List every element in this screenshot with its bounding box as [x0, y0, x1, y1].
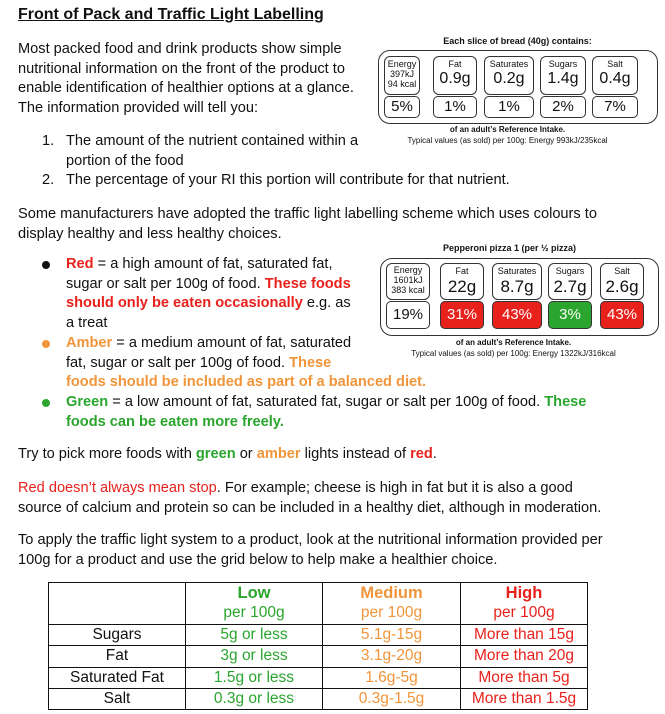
intro-paragraph [18, 40, 354, 118]
header-title: Medium [360, 584, 423, 602]
table-row [49, 667, 588, 688]
grid-medium-value: 0.3g-1.5g [323, 689, 461, 710]
nutrient-value: 1.4g [547, 70, 579, 87]
bread-energy-pct: 5% [384, 96, 420, 118]
intro-line: enable identification of healthier options at a glance. [18, 80, 354, 96]
bread-saturates-cell [484, 56, 534, 95]
tip-text: . [432, 446, 437, 462]
tip-amber: amber [256, 446, 301, 462]
pizza-salt-pct: 43% [600, 301, 644, 329]
pizza-energy-cell [386, 263, 430, 300]
bullet-emphasis: These [544, 394, 587, 410]
intro-line: The information provided will tell you: [18, 99, 259, 116]
bread-label-header: Each slice of bread (40g) contains: [443, 36, 592, 46]
grid-low-value: 3g or less [186, 646, 323, 667]
grid-medium-value: 1.6g-5g [323, 667, 461, 688]
cheese-paragraph [18, 479, 601, 518]
pizza-sugars-pct: 3% [548, 301, 592, 329]
pizza-salt-cell [600, 263, 644, 300]
grid-high-value: More than 15g [461, 624, 588, 645]
energy-kcal: 383 kcal [391, 285, 425, 295]
nutrient-value: 0.4g [599, 70, 631, 87]
paragraph-line: To apply the traffic light system to a product, look at the nutritional information provided per [18, 532, 603, 548]
nutrient-value: 2.7g [553, 277, 587, 296]
amber-bullet-dot [42, 340, 50, 348]
energy-name: Energy [393, 265, 423, 275]
energy-name: Energy [387, 59, 417, 69]
bread-label-typical: Typical values (as sold) per 100g: Energy 993kJ/235kcal [407, 136, 608, 145]
nutrient-name: Saturates [489, 59, 529, 69]
tip-green: green [195, 446, 236, 462]
nutrient-name: Fat [455, 266, 469, 276]
green-bullet-dot [42, 399, 50, 407]
bullet-text: = a medium amount of fat, saturated [112, 335, 352, 351]
bullet-text: sugar or salt per 100g of food. [66, 275, 265, 292]
numbered-item-2-number: 2. [42, 172, 55, 188]
energy-kcal: 94 kcal [387, 79, 417, 89]
bread-fat-cell [433, 56, 477, 95]
paragraph-line: Some manufacturers have adopted the traffic light labelling scheme which uses colours to [18, 206, 597, 222]
grid-medium-value: 3.1g-20g [323, 646, 461, 667]
pizza-saturates-pct: 43% [492, 301, 542, 329]
bullet-text: e.g. as [302, 295, 351, 311]
pizza-label-ref: of an adult’s Reference Intake. [455, 338, 572, 347]
bread-nutrition-label [376, 34, 659, 148]
numbered-item-1 [66, 132, 358, 171]
tip-line [18, 445, 437, 465]
grid-low-value: 5g or less [186, 624, 323, 645]
nutrient-value: 2.6g [605, 277, 639, 296]
list-line: portion of the food [66, 152, 184, 169]
cheese-red-text: Red doesn’t always mean stop [18, 480, 217, 496]
bread-sugars-cell [540, 56, 586, 95]
grid-high-value: More than 1.5g [461, 689, 588, 710]
traffic-light-grid [48, 582, 588, 710]
paragraph-line: display healthy and less healthy choices. [18, 225, 282, 242]
nutrient-value: 8.7g [500, 277, 534, 296]
nutrient-name: Saturates [497, 266, 537, 276]
header-title: Low [237, 584, 271, 602]
grid-low-value: 0.3g or less [186, 689, 323, 710]
pizza-label-typical: Typical values (as sold) per 100g: Energy 1322kJ/316kcal [411, 349, 616, 358]
pizza-sugars-cell [548, 263, 592, 300]
bullet-text: a treat [66, 314, 108, 331]
grid-header-row [49, 583, 588, 625]
bread-salt-cell [592, 56, 638, 95]
header-sub: per 100g [223, 604, 285, 622]
bullet-amber [66, 334, 426, 393]
paragraph-text: . For example; cheese is high in fat but it is also a good [216, 480, 573, 496]
header-sub: per 100g [493, 604, 555, 622]
header-title: High [505, 584, 543, 602]
list-line: The amount of the nutrient contained within a [66, 133, 359, 149]
header-sub: per 100g [360, 604, 423, 622]
pizza-saturates-cell [492, 263, 542, 300]
bullet-emphasis: These foods [264, 275, 351, 292]
amber-word: Amber [66, 335, 113, 351]
grid-header-low [186, 583, 323, 625]
bread-sugars-pct: 2% [540, 96, 586, 118]
grid-corner-cell [49, 583, 186, 625]
nutrient-name: Fat [448, 59, 462, 69]
grid-header-medium [323, 583, 461, 625]
page-title: Front of Pack and Traffic Light Labelling [18, 6, 324, 23]
grid-nutrient: Salt [49, 689, 186, 710]
apply-paragraph [18, 531, 603, 570]
red-bullet-dot [42, 261, 50, 269]
tip-red: red [410, 446, 433, 462]
intro-line: nutritional information on the front of the product to [18, 60, 345, 77]
grid-nutrient: Sugars [49, 624, 186, 645]
tip-text: or [235, 446, 257, 462]
bullet-emphasis: should only be eaten occasionally [66, 295, 303, 311]
bullet-green [66, 393, 586, 432]
pizza-fat-pct: 31% [440, 301, 484, 329]
bullet-text: = a low amount of fat, saturated fat, sugar or salt per 100g of food. [108, 394, 545, 410]
bullet-text: fat, sugar or salt per 100g of food. [66, 354, 290, 371]
grid-low-value: 1.5g or less [186, 667, 323, 688]
bullet-text: = a high amount of fat, saturated fat, [93, 256, 333, 272]
nutrient-name: Sugars [548, 59, 578, 69]
bread-saturates-pct: 1% [484, 96, 534, 118]
nutrient-name: Salt [614, 266, 630, 276]
numbered-item-2: The percentage of your RI this portion will contribute for that nutrient. [66, 172, 510, 188]
numbered-item-1-number: 1. [42, 133, 55, 149]
nutrient-value: 22g [447, 277, 477, 296]
grid-medium-value: 5.1g-15g [323, 624, 461, 645]
bread-energy-cell [384, 56, 420, 95]
bread-fat-pct: 1% [433, 96, 477, 118]
energy-kj: 397kJ [389, 69, 415, 79]
grid-nutrient: Fat [49, 646, 186, 667]
bread-label-ref: of an adult’s Reference Intake. [449, 125, 566, 134]
pizza-label-header: Pepperoni pizza 1 (per ½ pizza) [442, 243, 577, 253]
paragraph-line: source of calcium and protein so can be included in a healthy diet, although in moderation. [18, 499, 602, 516]
bullet-emphasis: These [289, 354, 332, 371]
nutrient-name: Sugars [555, 266, 585, 276]
green-word: Green [66, 394, 109, 410]
energy-kj: 1601kJ [393, 275, 423, 285]
bread-salt-pct: 7% [592, 96, 638, 118]
bullet-emphasis: foods should be included as part of a balanced diet. [66, 374, 427, 390]
nutrient-value: 0.2g [493, 70, 525, 87]
bullet-red [66, 255, 351, 333]
nutrient-value: 0.9g [439, 70, 471, 87]
table-row [49, 646, 588, 667]
table-row [49, 689, 588, 710]
table-row [49, 624, 588, 645]
intro-line: Most packed food and drink products show simple [18, 41, 342, 57]
grid-header-high [461, 583, 588, 625]
manufacturers-paragraph [18, 205, 597, 244]
tip-text: lights instead of [300, 446, 411, 462]
grid-nutrient: Saturated Fat [49, 667, 186, 688]
pizza-energy-pct: 19% [386, 301, 430, 329]
grid-high-value: More than 5g [461, 667, 588, 688]
nutrient-name: Salt [607, 59, 623, 69]
red-word: Red [66, 256, 94, 272]
pizza-fat-cell [440, 263, 484, 300]
tip-text: Try to pick more foods with [18, 446, 196, 462]
paragraph-line: 100g for a product and use the grid below to help make a healthier choice. [18, 551, 498, 568]
grid-high-value: More than 20g [461, 646, 588, 667]
bullet-emphasis: foods can be eaten more freely. [66, 413, 284, 430]
